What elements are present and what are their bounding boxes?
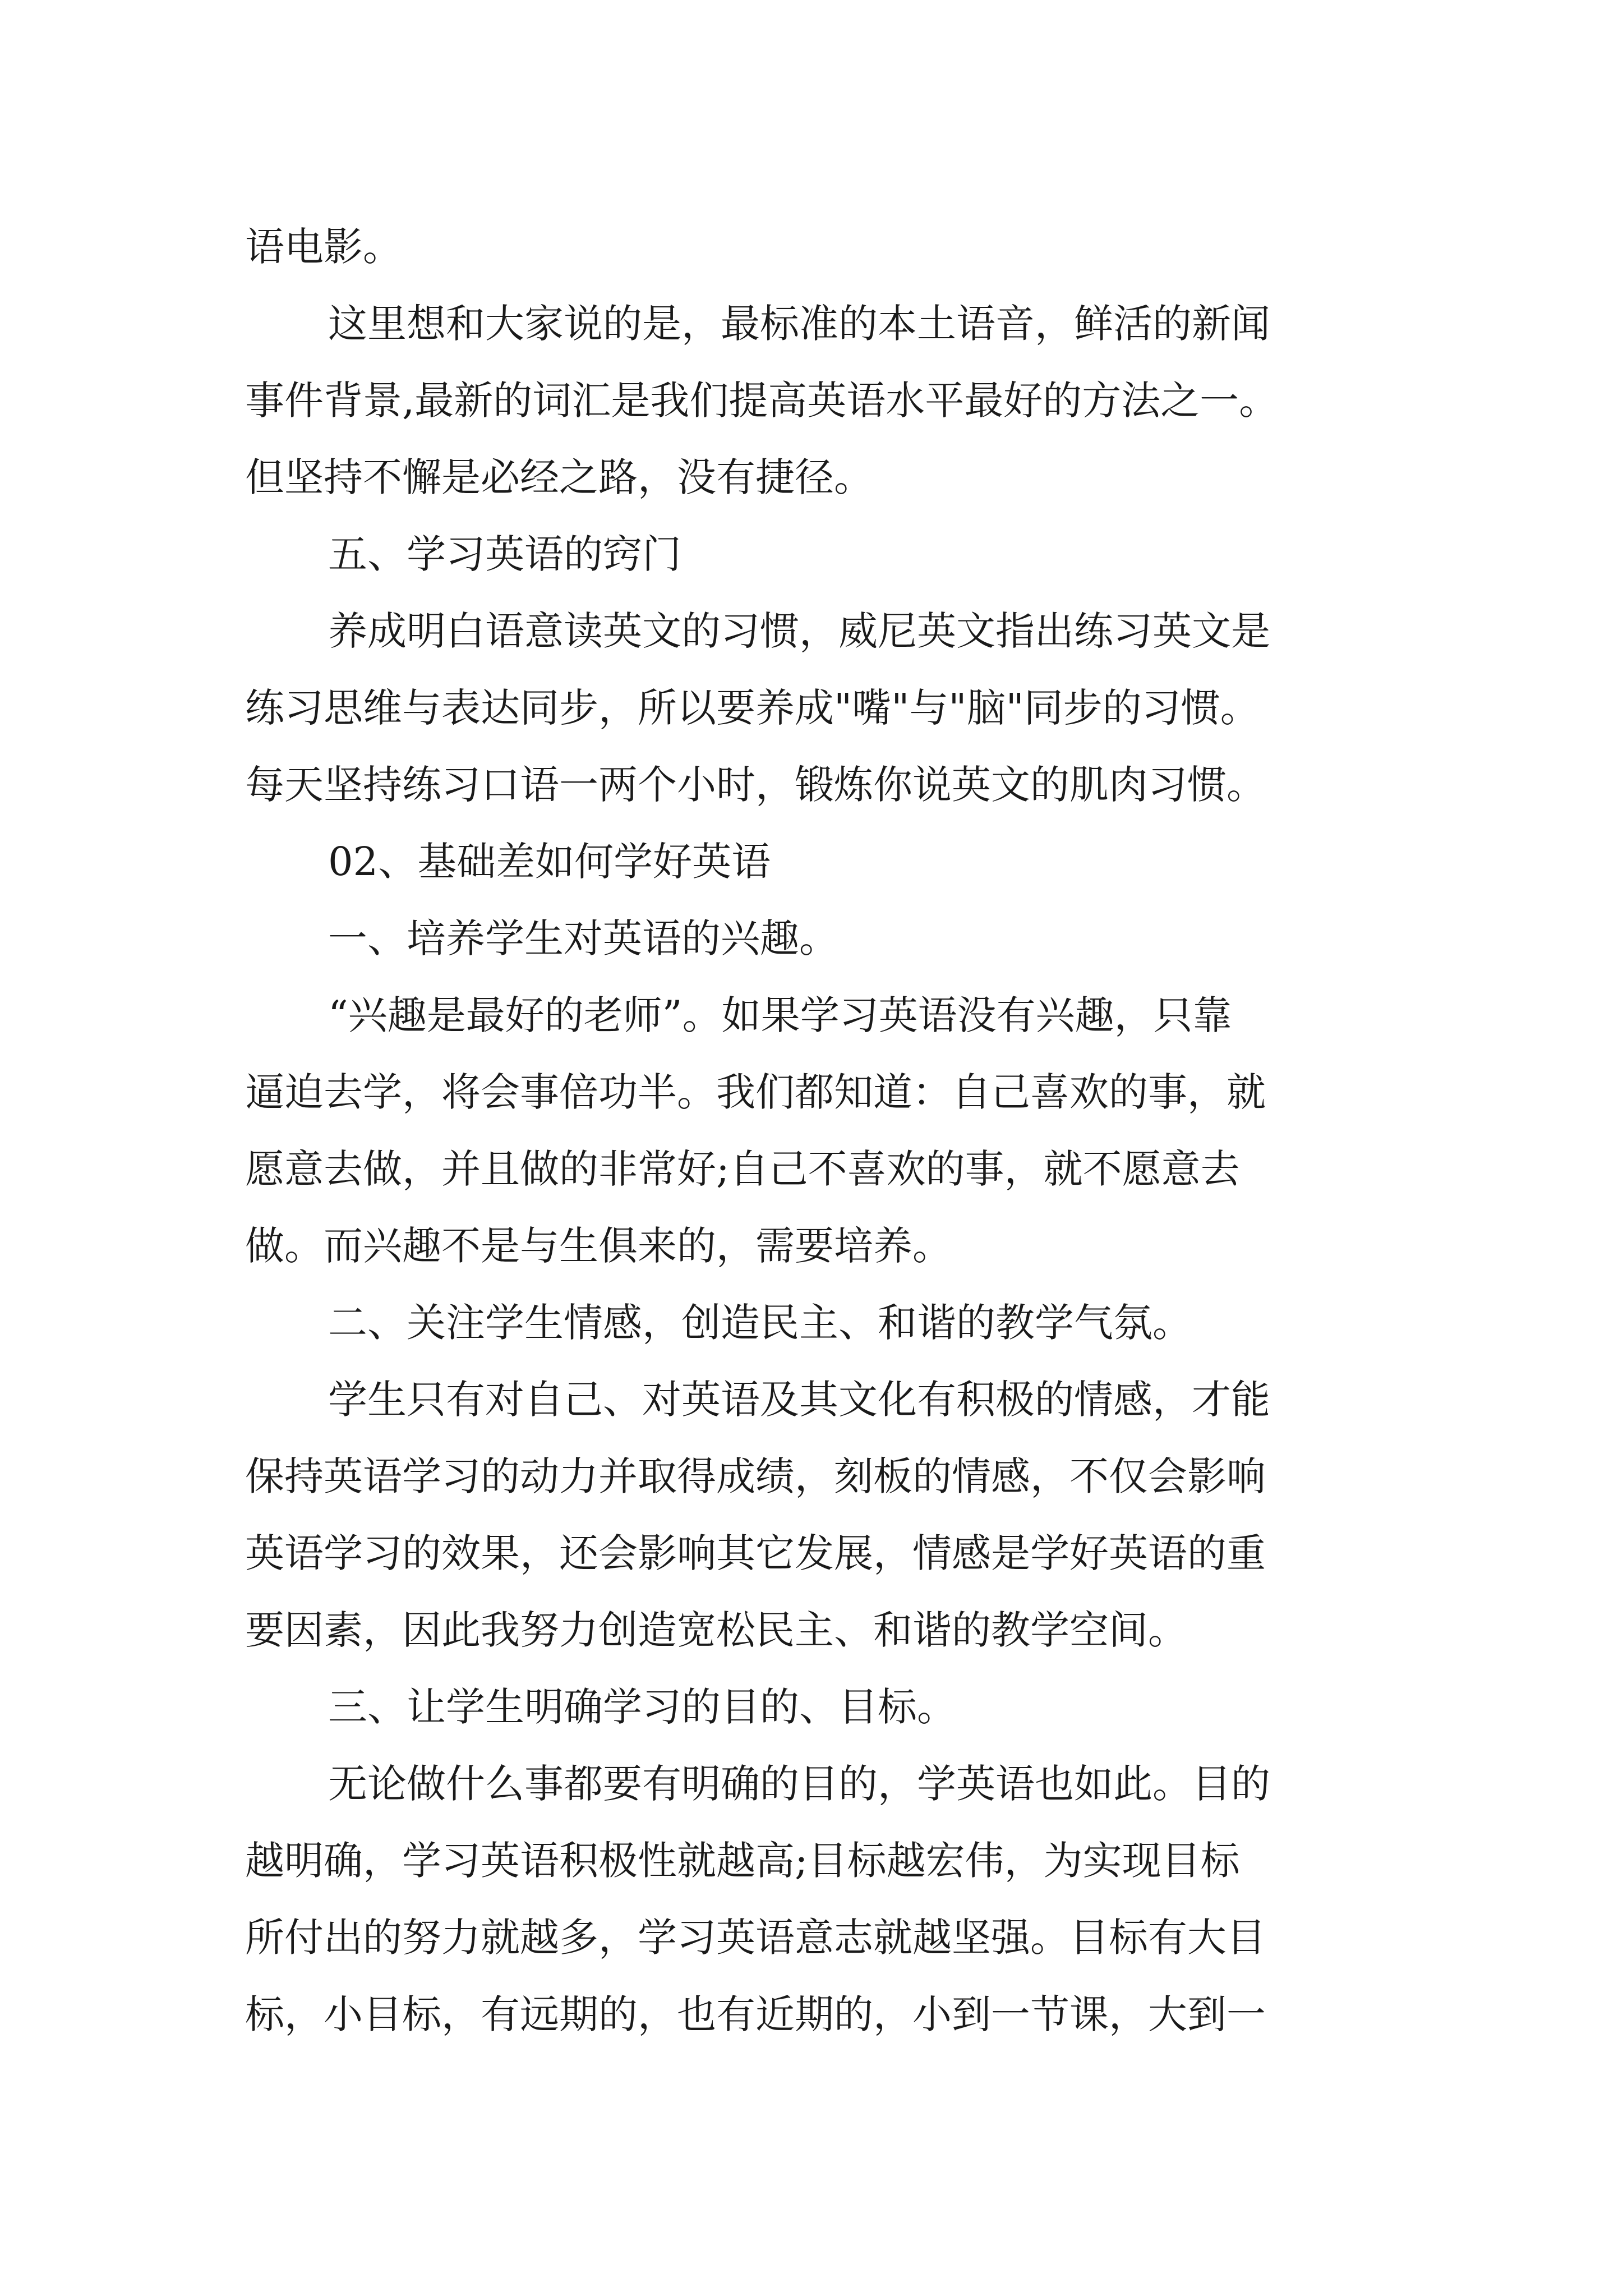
text-line: 无论做什么事都要有明确的目的，学英语也如此。目的 — [328, 1761, 1270, 1807]
text-line: 逼迫去学，将会事倍功半。我们都知道：自己喜欢的事，就 — [245, 1069, 1266, 1115]
text-line: 英语学习的效果，还会影响其它发展，情感是学好英语的重 — [245, 1530, 1266, 1576]
body-text — [245, 209, 1423, 2053]
text-line: 学生只有对自己、对英语及其文化有积极的情感，才能 — [328, 1377, 1270, 1423]
section-heading: 二、关注学生情感，创造民主、和谐的教学气氛。 — [328, 1300, 1192, 1346]
text-line: 标，小目标，有远期的，也有近期的，小到一节课，大到一 — [245, 1991, 1266, 2037]
text-line: 练习思维与表达同步，所以要养成"嘴"与"脑"同步的习惯。 — [245, 685, 1260, 731]
text-line: 这里想和大家说的是，最标准的本土语音，鲜活的新闻 — [328, 301, 1270, 347]
text-line: 语电影。 — [245, 224, 402, 270]
text-line: 保持英语学习的动力并取得成绩，刻板的情感，不仅会影响 — [245, 1453, 1266, 1499]
text-line: 要因素，因此我努力创造宽松民主、和谐的教学空间。 — [245, 1607, 1187, 1653]
section-heading: 五、学习英语的窍门 — [328, 531, 681, 577]
section-heading: 02、基础差如何学好英语 — [328, 839, 771, 885]
text-line: 愿意去做，并且做的非常好;自己不喜欢的事，就不愿意去 — [245, 1146, 1240, 1192]
text-line: 每天坚持练习口语一两个小时，锻炼你说英文的肌肉习惯。 — [245, 762, 1266, 808]
text-line: 所付出的努力就越多，学习英语意志就越坚强。目标有大目 — [245, 1915, 1266, 1961]
text-line: “兴趣是最好的老师”。如果学习英语没有兴趣，只靠 — [328, 992, 1232, 1038]
section-heading: 三、让学生明确学习的目的、目标。 — [328, 1684, 956, 1730]
section-heading: 一、培养学生对英语的兴趣。 — [328, 915, 838, 961]
text-line: 但坚持不懈是必经之路，没有捷径。 — [245, 454, 873, 500]
text-line: 事件背景,最新的词汇是我们提高英语水平最好的方法之一。 — [245, 378, 1279, 424]
text-line: 做。而兴趣不是与生俱来的，需要培养。 — [245, 1223, 952, 1269]
text-line: 越明确，学习英语积极性就越高;目标越宏伟，为实现目标 — [245, 1838, 1240, 1884]
text-line: 养成明白语意读英文的习惯，威尼英文指出练习英文是 — [328, 608, 1270, 654]
